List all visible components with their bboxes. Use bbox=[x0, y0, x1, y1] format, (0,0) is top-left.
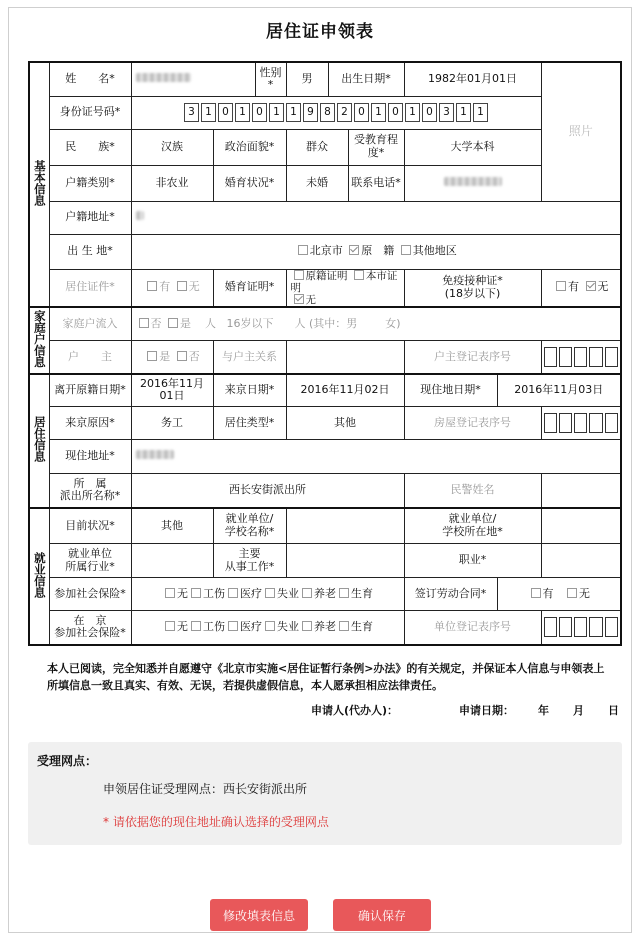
permit-no-checkbox[interactable] bbox=[177, 281, 187, 291]
contract-label: 签订劳动合同 * bbox=[404, 578, 497, 611]
beijing-ins-line2: 参加社会保险 * bbox=[54, 626, 126, 639]
house-reg-boxes bbox=[544, 413, 619, 433]
vaccine-label-text: 免疫接种证 * bbox=[442, 274, 503, 287]
permit-yes-label: 有 bbox=[159, 280, 171, 294]
idcard-digit[interactable]: 1 bbox=[371, 103, 386, 122]
family-inflow-label: 家庭户流入 bbox=[49, 307, 131, 341]
residence-permit-label: 居住证件 * bbox=[49, 269, 131, 307]
beijing-insurance-label bbox=[49, 611, 131, 645]
date-month-unit: 月 bbox=[573, 704, 584, 717]
householder-yes-checkbox[interactable] bbox=[147, 351, 157, 361]
reason-label: 来京原因 * bbox=[49, 407, 131, 440]
section-label-basic bbox=[29, 62, 49, 307]
industry-label-line1: 就业单位 bbox=[68, 547, 112, 561]
industry-value[interactable] bbox=[131, 544, 213, 578]
insurance-option-label: 失业 bbox=[277, 620, 299, 634]
insurance-option-label: 无 bbox=[177, 620, 188, 634]
origin-cert-label: 原籍证明 bbox=[305, 269, 348, 282]
idcard-value[interactable] bbox=[131, 96, 541, 129]
reason-value[interactable]: 务工 bbox=[131, 407, 213, 440]
vaccine-no-label: 无 bbox=[597, 280, 609, 294]
beijing-insurance-options bbox=[131, 611, 404, 645]
local-cert-label: 本市证明 bbox=[290, 269, 398, 294]
idcard-digit[interactable]: 0 bbox=[218, 103, 233, 122]
phone-label: 联系电话 * bbox=[348, 165, 404, 201]
section-household-text: 家庭户信息 bbox=[32, 309, 47, 368]
employer-loc-label bbox=[404, 508, 541, 544]
residence-section bbox=[29, 374, 621, 508]
station-label bbox=[49, 474, 131, 508]
insurance-option-label: 生育 bbox=[351, 620, 373, 634]
inflow-count-unit: 人 bbox=[205, 316, 216, 330]
insurance-checkbox[interactable] bbox=[302, 621, 312, 631]
hukou-type-value[interactable]: 非农业 bbox=[131, 165, 213, 201]
declaration-notice: 本人已阅读，完全知悉并自愿遵守《北京市实施<居住证暂行条例>办法》的有关规定，并保证本人信息与申领表上所填信息一致且真实、有效、无误，若提供虚假信息，本人愿承担相应法律责任。 bbox=[47, 662, 605, 692]
house-reg-no-label: 房屋登记表序号 bbox=[404, 407, 541, 440]
education-value[interactable]: 大学本科 bbox=[404, 129, 541, 165]
live-type-label: 居住类型 * bbox=[213, 407, 286, 440]
under16-label: 16岁以下 bbox=[226, 316, 274, 330]
section-residence-text: 居住信息 bbox=[32, 416, 47, 463]
sub-prefix: (其中：男 bbox=[308, 316, 358, 330]
page-title: 居住证申领表 bbox=[266, 22, 374, 42]
panel-heading: 受理网点： bbox=[37, 754, 98, 768]
inflow-no-checkbox[interactable] bbox=[139, 318, 149, 328]
status-value[interactable]: 其他 bbox=[131, 508, 213, 544]
insurance-option-label: 医疗 bbox=[240, 620, 262, 634]
insurance-checkbox[interactable] bbox=[302, 588, 312, 598]
live-date-value[interactable]: 2016年11月03日 bbox=[497, 374, 621, 407]
employer-label-line1: 就业单位/ bbox=[225, 512, 274, 526]
contract-no-checkbox[interactable] bbox=[567, 588, 577, 598]
insurance-option-label: 工伤 bbox=[203, 620, 225, 634]
political-label: 政治面貌 * bbox=[213, 129, 286, 165]
house-reg-no-value[interactable] bbox=[541, 407, 621, 440]
employment-section bbox=[29, 508, 621, 645]
work-label-line2: 从事工作 * bbox=[225, 560, 275, 573]
phone-value[interactable] bbox=[404, 165, 541, 201]
live-date-label: 现住地日期 * bbox=[404, 374, 497, 407]
insurance-checkbox[interactable] bbox=[165, 588, 175, 598]
insurance-checkbox[interactable] bbox=[191, 621, 201, 631]
save-button[interactable]: 确认保存 bbox=[333, 899, 431, 931]
section-basic-text: 基本信息 bbox=[32, 159, 47, 206]
gender-value[interactable]: 男 bbox=[286, 62, 328, 96]
vaccine-yes-label: 有 bbox=[568, 280, 579, 294]
beijing-ins-line1: 在 京 bbox=[73, 613, 107, 627]
household-reg-boxes bbox=[544, 347, 619, 367]
origin-cert-checkbox[interactable] bbox=[294, 270, 304, 280]
marital-label: 婚育状况 * bbox=[213, 165, 286, 201]
political-value[interactable]: 群众 bbox=[286, 129, 348, 165]
current-addr-label: 现住地址 * bbox=[49, 440, 131, 474]
employer-label-line2: 学校名称 * bbox=[225, 525, 275, 538]
contract-no-label: 无 bbox=[579, 586, 590, 600]
marriage-cert-label: 婚育证明 * bbox=[213, 269, 286, 307]
police-name-value[interactable] bbox=[541, 474, 621, 508]
insurance-option-label: 养老 bbox=[314, 620, 336, 634]
no-cert-label: 无 bbox=[305, 293, 316, 306]
insurance-option-label: 无 bbox=[177, 586, 188, 600]
idcard-digit[interactable]: 0 bbox=[252, 103, 267, 122]
permit-no-label: 无 bbox=[188, 280, 200, 294]
station-label-line2: 派出所名称 * bbox=[60, 489, 121, 502]
inflow-no-label: 否 bbox=[150, 316, 162, 330]
date-day-unit: 日 bbox=[608, 704, 619, 717]
job-label: 职业 * bbox=[404, 544, 541, 578]
industry-label bbox=[49, 544, 131, 578]
arrive-date-label: 来京日期 * bbox=[213, 374, 286, 407]
contract-yes-checkbox[interactable] bbox=[531, 588, 541, 598]
insurance-option-label: 医疗 bbox=[240, 586, 262, 600]
householder-no-label: 否 bbox=[188, 349, 200, 363]
idcard-digit[interactable]: 0 bbox=[422, 103, 437, 122]
idcard-digit[interactable]: 3 bbox=[184, 103, 199, 122]
name-value[interactable] bbox=[131, 62, 255, 96]
idcard-digit[interactable]: 1 bbox=[269, 103, 284, 122]
householder-options bbox=[131, 341, 213, 374]
idcard-digit[interactable]: 1 bbox=[201, 103, 216, 122]
leave-date-value[interactable]: 2016年11月01日 bbox=[131, 374, 213, 407]
employer-loc-line2: 学校所在地 * bbox=[442, 525, 503, 538]
idcard-digit[interactable]: 1 bbox=[405, 103, 420, 122]
current-addr-value[interactable] bbox=[131, 440, 621, 474]
vaccine-note: (18岁以下) bbox=[444, 286, 501, 300]
industry-label-line2: 所属行业 * bbox=[65, 560, 115, 573]
relation-value[interactable] bbox=[286, 341, 404, 374]
under16-unit: 人 bbox=[294, 316, 306, 330]
idcard-digits bbox=[134, 103, 539, 122]
name-redacted bbox=[136, 73, 191, 82]
work-label bbox=[213, 544, 286, 578]
application-form-table bbox=[28, 61, 622, 646]
hukou-type-label: 户籍类别 * bbox=[49, 165, 131, 201]
ethnicity-label: 民 族 * bbox=[49, 129, 131, 165]
birthplace-other-label: 其他地区 bbox=[412, 244, 457, 258]
station-value[interactable]: 西长安街派出所 bbox=[131, 474, 404, 508]
inflow-yes-label: 是 bbox=[180, 316, 191, 330]
residence-permit-options bbox=[131, 269, 213, 307]
employer-value[interactable] bbox=[286, 508, 404, 544]
insurance-checkbox[interactable] bbox=[228, 621, 238, 631]
acceptance-point-line: 申领居住证受理网点：西长安街派出所 bbox=[103, 782, 308, 796]
householder-yes-label: 是 bbox=[159, 349, 171, 363]
idcard-digit[interactable]: 0 bbox=[354, 103, 369, 122]
employer-label bbox=[213, 508, 286, 544]
idcard-digit[interactable]: 2 bbox=[337, 103, 352, 122]
page bbox=[8, 7, 632, 933]
contract-options bbox=[497, 578, 621, 611]
idcard-digit[interactable]: 1 bbox=[473, 103, 488, 122]
household-section bbox=[29, 307, 621, 374]
insurance-option-label: 失业 bbox=[277, 586, 299, 600]
marriage-cert-options bbox=[286, 269, 404, 307]
work-label-line1: 主要 bbox=[238, 547, 261, 561]
insurance-checkbox[interactable] bbox=[265, 588, 275, 598]
birthplace-beijing-checkbox[interactable] bbox=[298, 245, 308, 255]
local-cert-checkbox[interactable] bbox=[354, 270, 364, 280]
acceptance-point-warning: * 请依据您的现住地址确认选择的受理网点 bbox=[103, 815, 329, 829]
applicant-label: 申请人(代办人)： bbox=[311, 704, 399, 717]
insurance-checkbox[interactable] bbox=[165, 621, 175, 631]
status-label: 目前状况 * bbox=[49, 508, 131, 544]
section-label-residence bbox=[29, 374, 49, 508]
birth-label: 出生日期 * bbox=[328, 62, 404, 96]
date-year-unit: 年 bbox=[538, 704, 549, 717]
section-label-employment bbox=[29, 508, 49, 645]
gender-label: 性别 * bbox=[255, 62, 286, 96]
birthplace-origin-checkbox[interactable] bbox=[349, 245, 359, 255]
vaccine-yes-checkbox[interactable] bbox=[556, 281, 566, 291]
photo-box[interactable] bbox=[541, 62, 621, 201]
phone-redacted bbox=[444, 177, 502, 186]
application-date bbox=[459, 702, 619, 718]
inflow-yes-checkbox[interactable] bbox=[168, 318, 178, 328]
current-addr-redacted bbox=[136, 450, 174, 459]
hukou-addr-label: 户籍地址 * bbox=[49, 201, 131, 234]
vaccine-options bbox=[541, 269, 621, 307]
hukou-addr-redacted bbox=[136, 211, 144, 220]
insurance-label: 参加社会保险 * bbox=[49, 578, 131, 611]
birth-value[interactable]: 1982年01月01日 bbox=[404, 62, 541, 96]
idcard-digit[interactable]: 3 bbox=[439, 103, 454, 122]
unit-reg-no-value[interactable] bbox=[541, 611, 621, 645]
unit-reg-no-label: 单位登记表序号 bbox=[404, 611, 541, 645]
section-label-household bbox=[29, 307, 49, 374]
idcard-digit[interactable]: 9 bbox=[303, 103, 318, 122]
birthplace-origin-label: 原 籍 bbox=[361, 244, 395, 258]
family-inflow-options bbox=[131, 307, 621, 341]
insurance-checkbox[interactable] bbox=[339, 621, 349, 631]
police-name-label: 民警姓名 bbox=[404, 474, 541, 508]
relation-label: 与户主关系 bbox=[213, 341, 286, 374]
basic-info-section bbox=[29, 62, 621, 307]
idcard-digit[interactable]: 1 bbox=[235, 103, 250, 122]
birthplace-label: 出 生 地 * bbox=[49, 234, 131, 269]
marital-value[interactable]: 未婚 bbox=[286, 165, 348, 201]
insurance-option-label: 工伤 bbox=[203, 586, 225, 600]
name-label: 姓 名 * bbox=[49, 62, 131, 96]
leave-date-label: 离开原籍日期 * bbox=[49, 374, 131, 407]
modify-button[interactable]: 修改填表信息 bbox=[210, 899, 308, 931]
section-employment-text: 就业信息 bbox=[32, 551, 47, 598]
no-cert-checkbox[interactable] bbox=[294, 294, 304, 304]
birthplace-other-checkbox[interactable] bbox=[401, 245, 411, 255]
household-reg-no-value[interactable] bbox=[541, 341, 621, 374]
contract-yes-label: 有 bbox=[542, 586, 554, 600]
householder-label: 户 主 bbox=[49, 341, 131, 374]
idcard-digit[interactable]: 8 bbox=[320, 103, 335, 122]
birthplace-options bbox=[131, 234, 621, 269]
birthplace-beijing-label: 北京市 bbox=[309, 244, 343, 258]
sub-suffix: 女) bbox=[385, 316, 401, 330]
vaccine-no-checkbox[interactable] bbox=[586, 281, 596, 291]
insurance-checkbox[interactable] bbox=[228, 588, 238, 598]
live-type-value[interactable]: 其他 bbox=[286, 407, 404, 440]
insurance-option-label: 养老 bbox=[314, 586, 336, 600]
station-label-line1: 所 属 bbox=[73, 476, 107, 490]
insurance-checkbox[interactable] bbox=[191, 588, 201, 598]
acceptance-point-panel bbox=[28, 742, 622, 845]
arrive-date-value[interactable]: 2016年11月02日 bbox=[286, 374, 404, 407]
idcard-digit[interactable]: 0 bbox=[388, 103, 403, 122]
date-label: 申请日期： bbox=[459, 704, 514, 717]
idcard-digit[interactable]: 1 bbox=[286, 103, 301, 122]
household-reg-no-label: 户主登记表序号 bbox=[404, 341, 541, 374]
education-label: 受教育程度 * bbox=[348, 129, 404, 165]
insurance-checkbox[interactable] bbox=[339, 588, 349, 598]
job-value[interactable] bbox=[541, 544, 621, 578]
idcard-label: 身份证号码 * bbox=[49, 96, 131, 129]
permit-yes-checkbox[interactable] bbox=[147, 281, 157, 291]
ethnicity-value[interactable]: 汉族 bbox=[131, 129, 213, 165]
hukou-addr-value[interactable] bbox=[131, 201, 621, 234]
unit-reg-boxes bbox=[544, 617, 619, 637]
householder-no-checkbox[interactable] bbox=[177, 351, 187, 361]
photo-label: 照片 bbox=[568, 123, 593, 138]
work-value[interactable] bbox=[286, 544, 404, 578]
employer-loc-value[interactable] bbox=[541, 508, 621, 544]
insurance-options bbox=[131, 578, 404, 611]
vaccine-label bbox=[404, 269, 541, 307]
idcard-digit[interactable]: 1 bbox=[456, 103, 471, 122]
insurance-option-label: 生育 bbox=[351, 586, 373, 600]
insurance-checkbox[interactable] bbox=[265, 621, 275, 631]
employer-loc-line1: 就业单位/ bbox=[448, 512, 497, 526]
